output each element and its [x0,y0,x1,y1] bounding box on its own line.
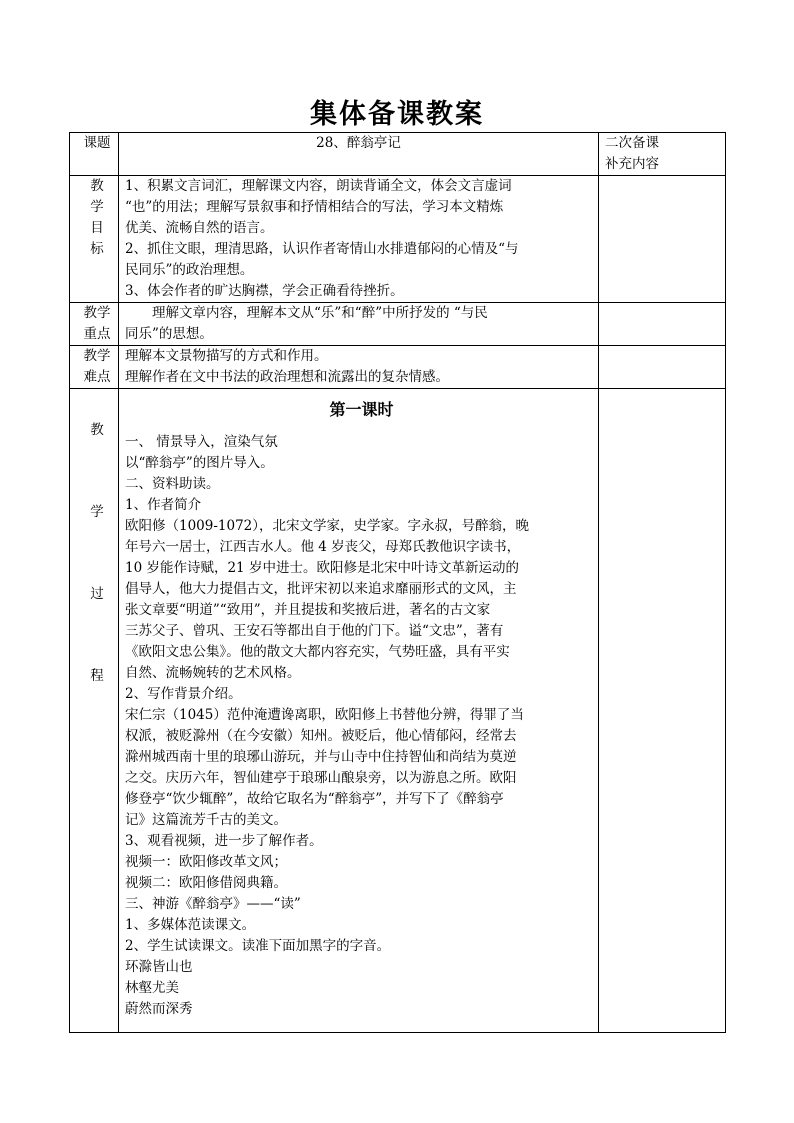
page-title: 集体备课教案 [310,99,484,130]
process-line: 1、作者简介 [125,497,202,513]
lesson-title: 第一课时 [329,400,394,419]
process-label [70,389,119,1033]
difficulty-supplement [599,346,726,389]
focus-line: 理解文章内容，理解本文从“乐”和“醉”中所抒发的 “与民 [152,305,488,321]
process-line: 自然、流畅婉转的艺术风格。 [125,665,301,681]
process-line: 2、学生试读课文。读准下面加黑字的字音。 [125,938,391,954]
difficulty-label-line: 教学 [83,348,111,364]
process-line: 张文章要“明道”“致用”，并且提拔和奖掖后进，著名的古文家 [125,602,491,618]
objectives-label-char: 目 [90,220,104,236]
process-lines [125,453,598,957]
process-content [119,389,599,1033]
focus-line: 同乐”的思想。 [125,326,213,342]
process-line: 三苏父子、曾巩、王安石等都出自于他的门下。谥“文忠”，著有 [125,623,504,639]
objectives-line: 3、体会作者的旷达胸襟，学会正确看待挫折。 [125,283,404,299]
lesson-plan-table [69,132,726,1033]
process-line: 滁州城西南十里的琅琊山游玩，并与山寺中住持智仙和尚结为莫逆 [125,749,517,765]
process-line: 年号六一居士，江西吉水人。他 4 岁丧父，母郑氏教他识字读书， [125,539,521,555]
focus-label [70,303,119,346]
objectives-line: 2、抓住文眼，理清思路，认识作者寄情山水排遣郁闷的心情及“与 [125,241,519,257]
focus-row [70,303,726,346]
difficulty-label [70,346,119,389]
process-line: 3、观看视频，进一步了解作者。 [125,833,323,849]
topic-label: 课题 [70,133,119,176]
objectives-line: 民同乐”的政治理想。 [125,262,254,278]
difficulty-line: 理解本文景物描写的方式和作用。 [125,348,328,364]
process-line: 10 岁能作诗赋，21 岁中进士。欧阳修是北宋中叶诗文革新运动的 [125,560,519,576]
objectives-row [70,176,726,303]
process-line: 视频一：欧阳修改革文风； [125,854,287,870]
vocab-item: 林壑尤美 [125,980,179,996]
process-line: 三、神游《醉翁亭》——“读” [125,896,301,912]
process-line: 权派，被贬滁州（在今安徽）知州。被贬后，他心情郁闷，经常去 [125,728,517,744]
objectives-label [70,176,119,303]
objectives-label-char: 学 [90,199,104,215]
objectives-line: 优美、流畅自然的语言。 [125,220,274,236]
process-line: 以“醉翁亭”的图片导入。 [125,455,274,471]
focus-label-line: 教学 [83,305,111,321]
process-line: 视频二：欧阳修借阅典籍。 [125,875,287,891]
difficulty-line: 理解作者在文中书法的政治理想和流露出的复杂情感。 [125,369,449,385]
process-label-char: 学 [90,504,104,520]
process-line: 之交。庆历六年，智仙建亭于琅琊山酿泉旁，以为游息之所。欧阳 [125,770,517,786]
section-heading: 一、 情景导入，渲染气氛 [125,434,278,450]
supplement-header-line2: 补充内容 [605,156,659,172]
objectives-label-char: 教 [90,178,104,194]
process-label-char: 程 [90,668,104,684]
process-line: 2、写作背景介绍。 [125,686,242,702]
vocab-item: 蔚然而深秀 [125,1001,193,1017]
difficulty-label-line: 难点 [83,369,111,385]
process-line: 记》这篇流芳千古的美文。 [125,812,287,828]
supplement-header [599,133,726,176]
topic-row [70,133,726,176]
process-supplement [599,389,726,1033]
process-line: 《欧阳文忠公集》。他的散文大都内容充实，气势旺盛，具有平实 [125,644,510,660]
focus-label-line: 重点 [83,326,111,342]
difficulty-content [119,346,599,389]
objectives-line: “也”的用法；理解写景叙事和抒情相结合的写法，学习本文精炼 [125,199,504,215]
objectives-content [119,176,599,303]
difficulty-row [70,346,726,389]
objectives-label-char: 标 [90,241,104,257]
vocab-list [125,957,598,1020]
objectives-supplement [599,176,726,303]
process-label-char: 过 [90,586,104,602]
supplement-header-line1: 二次备课 [605,135,659,151]
topic-title: 28、醉翁亭记 [119,133,599,176]
process-line: 修登亭“饮少辄醉”，故给它取名为“醉翁亭”，并写下了《醉翁亭 [125,791,504,807]
process-line: 二、资料助读。 [125,476,220,492]
process-line: 欧阳修（1009-1072），北宋文学家，史学家。字永叔，号醉翁，晚 [125,518,530,534]
process-row [70,389,726,1033]
process-line: 1、多媒体范读课文。 [125,917,256,933]
focus-content [119,303,599,346]
vocab-item: 环滁皆山也 [125,959,193,975]
objectives-line: 1、积累文言词汇，理解课文内容，朗读背诵全文，体会文言虚词 [125,178,512,194]
process-line: 倡导人，他大力提倡古文，批评宋初以来追求靡丽形式的文风，主 [125,581,517,597]
focus-supplement [599,303,726,346]
process-label-char: 教 [90,422,104,438]
process-line: 宋仁宗（1045）范仲淹遭谗离职，欧阳修上书替他分辨，得罪了当 [125,707,524,723]
